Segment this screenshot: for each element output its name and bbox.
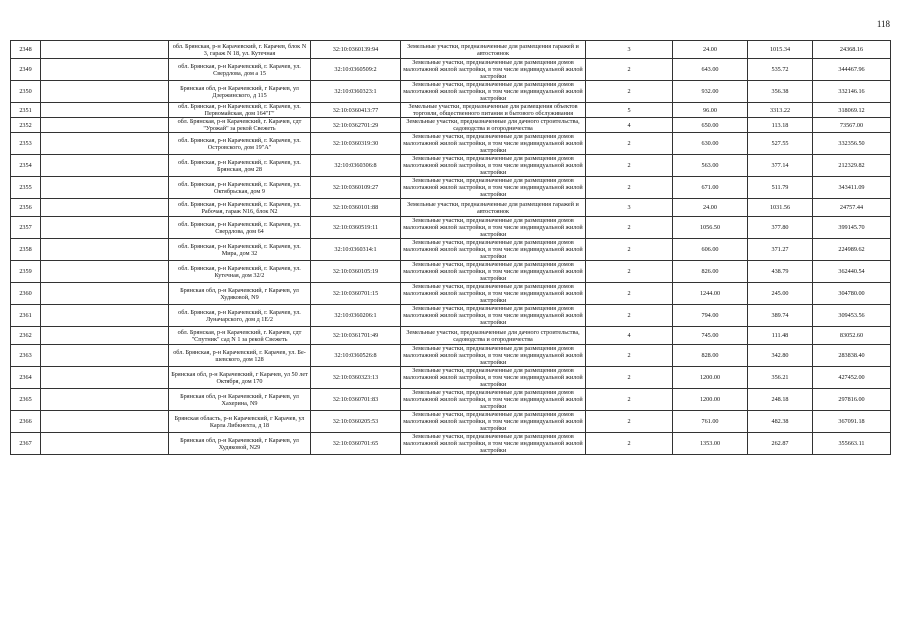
cadastral-number-cell: 32:10:0360206:1 <box>311 305 401 327</box>
area-cell: 96.00 <box>673 103 748 118</box>
land-use-cell: Земельные участки, предназначенные для размещения домов малоэтажной жилой застройки, в том числе индивидуальной жилой застройки <box>401 81 586 103</box>
row-number-cell: 2353 <box>11 133 41 155</box>
rate-cell: 262.87 <box>748 433 813 455</box>
category-cell: 2 <box>586 345 673 367</box>
address-cell: обл. Брянская, р-н Карачевский, г. Карачев, сдт "Урожай" за рекой Свежеть <box>169 118 311 133</box>
address-cell: обл. Брянская, р-н Карачевский, г. Карачев, ул. Свердлова, дом а 15 <box>169 59 311 81</box>
rate-cell: 527.55 <box>748 133 813 155</box>
cadastral-value-cell: 399145.70 <box>813 217 891 239</box>
cadastral-value-cell: 427452.00 <box>813 367 891 389</box>
table-row <box>11 177 891 199</box>
cadastral-number-cell: 32:10:0360314:1 <box>311 239 401 261</box>
area-cell: 563.00 <box>673 155 748 177</box>
blank-cell <box>41 345 169 367</box>
category-cell: 2 <box>586 155 673 177</box>
land-use-cell: Земельные участки, предназначенные для размещения объектов торговли, общественного питания и бытового обслуживания <box>401 103 586 118</box>
row-number-cell: 2350 <box>11 81 41 103</box>
row-number-cell: 2352 <box>11 118 41 133</box>
address-cell: Брянская обл, р-н Карачевский, г Карачев, ул 50 лет Октября, дом 170 <box>169 367 311 389</box>
row-number-cell: 2360 <box>11 283 41 305</box>
row-number-cell: 2358 <box>11 239 41 261</box>
area-cell: 826.00 <box>673 261 748 283</box>
rate-cell: 482.38 <box>748 411 813 433</box>
blank-cell <box>41 239 169 261</box>
cadastral-value-cell: 212329.82 <box>813 155 891 177</box>
row-number-cell: 2354 <box>11 155 41 177</box>
table-row <box>11 433 891 455</box>
blank-cell <box>41 327 169 345</box>
table-row <box>11 367 891 389</box>
cadastral-value-cell: 318069.12 <box>813 103 891 118</box>
cadastral-value-cell: 332146.16 <box>813 81 891 103</box>
row-number-cell: 2349 <box>11 59 41 81</box>
category-cell: 2 <box>586 177 673 199</box>
address-cell: Брянская обл, р-н Карачевский, г Карачев, ул Худяковой, N29 <box>169 433 311 455</box>
land-use-cell: Земельные участки, предназначенные для размещения домов малоэтажной жилой застройки, в том числе индивидуальной жилой застройки <box>401 305 586 327</box>
area-cell: 606.00 <box>673 239 748 261</box>
land-use-cell: Земельные участки, предназначенные для размещения домов малоэтажной жилой застройки, в том числе индивидуальной жилой застройки <box>401 411 586 433</box>
area-cell: 24.00 <box>673 199 748 217</box>
address-cell: обл. Брянская, р-н Карачевский, г. Карачев, ул. Луначарского, дом д 1Е/2 <box>169 305 311 327</box>
cadastral-number-cell: 32:10:0360701:65 <box>311 433 401 455</box>
land-use-cell: Земельные участки, предназначенные для размещения домов малоэтажной жилой застройки, в том числе индивидуальной жилой застройки <box>401 433 586 455</box>
blank-cell <box>41 411 169 433</box>
category-cell: 2 <box>586 367 673 389</box>
row-number-cell: 2364 <box>11 367 41 389</box>
page-number: 118 <box>876 19 890 29</box>
blank-cell <box>41 103 169 118</box>
category-cell: 2 <box>586 389 673 411</box>
area-cell: 24.00 <box>673 41 748 59</box>
area-cell: 643.00 <box>673 59 748 81</box>
blank-cell <box>41 59 169 81</box>
blank-cell <box>41 133 169 155</box>
cadastral-value-cell: 344467.96 <box>813 59 891 81</box>
area-cell: 794.00 <box>673 305 748 327</box>
rate-cell: 377.14 <box>748 155 813 177</box>
cadastral-number-cell: 32:10:0361701:49 <box>311 327 401 345</box>
rate-cell: 371.27 <box>748 239 813 261</box>
land-use-cell: Земельные участки, предназначенные для размещения домов малоэтажной жилой застройки, в том числе индивидуальной жилой застройки <box>401 261 586 283</box>
land-use-cell: Земельные участки, предназначенные для размещения гаражей и автостоянок <box>401 199 586 217</box>
category-cell: 2 <box>586 305 673 327</box>
cadastral-number-cell: 32:10:0360109:27 <box>311 177 401 199</box>
land-use-cell: Земельные участки, предназначенные для дачного строительства, садоводства и огородничества <box>401 327 586 345</box>
address-cell: обл. Брянская, р-н Карачевский, г. Карачев, ул. Островского, дом 19"А" <box>169 133 311 155</box>
category-cell: 3 <box>586 41 673 59</box>
land-use-cell: Земельные участки, предназначенные для размещения домов малоэтажной жилой застройки, в том числе индивидуальной жилой застройки <box>401 59 586 81</box>
blank-cell <box>41 367 169 389</box>
table-row <box>11 118 891 133</box>
row-number-cell: 2367 <box>11 433 41 455</box>
rate-cell: 342.80 <box>748 345 813 367</box>
cadastral-value-cell: 297816.00 <box>813 389 891 411</box>
area-cell: 1244.00 <box>673 283 748 305</box>
area-cell: 1200.00 <box>673 367 748 389</box>
category-cell: 2 <box>586 81 673 103</box>
table-row <box>11 133 891 155</box>
cadastral-value-cell: 355663.11 <box>813 433 891 455</box>
land-use-cell: Земельные участки, предназначенные для размещения домов малоэтажной жилой застройки, в том числе индивидуальной жилой застройки <box>401 217 586 239</box>
area-cell: 932.00 <box>673 81 748 103</box>
category-cell: 4 <box>586 118 673 133</box>
cadastral-value-cell: 309453.56 <box>813 305 891 327</box>
address-cell: обл. Брянская, р-н Карачевский, г. Карачев, ул. Брянская, дом 28 <box>169 155 311 177</box>
land-use-cell: Земельные участки, предназначенные для размещения домов малоэтажной жилой застройки, в том числе индивидуальной жилой застройки <box>401 389 586 411</box>
row-number-cell: 2361 <box>11 305 41 327</box>
cadastral-number-cell: 32:10:0360205:53 <box>311 411 401 433</box>
category-cell: 2 <box>586 59 673 81</box>
table-row <box>11 389 891 411</box>
table-row <box>11 155 891 177</box>
cadastral-number-cell: 32:10:0360101:88 <box>311 199 401 217</box>
row-number-cell: 2355 <box>11 177 41 199</box>
address-cell: обл. Брянская, р-н Карачевский, г. Карачев, блок N 3, гараж N 18, ул. Кутечная <box>169 41 311 59</box>
category-cell: 3 <box>586 199 673 217</box>
address-cell: обл. Брянская, р-н Карачевский, г. Карачев, ул. Бе-шевского, дом 128 <box>169 345 311 367</box>
row-number-cell: 2365 <box>11 389 41 411</box>
table-row <box>11 59 891 81</box>
cadastral-value-cell: 224989.62 <box>813 239 891 261</box>
land-use-cell: Земельные участки, предназначенные для размещения домов малоэтажной жилой застройки, в том числе индивидуальной жилой застройки <box>401 345 586 367</box>
row-number-cell: 2363 <box>11 345 41 367</box>
cadastral-number-cell: 32:10:0362701:29 <box>311 118 401 133</box>
address-cell: обл. Брянская, р-н Карачевский, г. Карачев, сдт "Спутник" сад N 1 за рекой Свежеть <box>169 327 311 345</box>
blank-cell <box>41 217 169 239</box>
area-cell: 761.00 <box>673 411 748 433</box>
table-row <box>11 217 891 239</box>
address-cell: обл. Брянская, р-н Карачевский, г. Карачев, ул. Октябрьская, дом 9 <box>169 177 311 199</box>
blank-cell <box>41 177 169 199</box>
cadastral-value-cell: 283838.40 <box>813 345 891 367</box>
cadastral-value-cell: 24757.44 <box>813 199 891 217</box>
address-cell: Брянская обл, р-н Карачевский, г Карачев, ул Хахерина, N9 <box>169 389 311 411</box>
row-number-cell: 2366 <box>11 411 41 433</box>
rate-cell: 1015.34 <box>748 41 813 59</box>
rate-cell: 111.48 <box>748 327 813 345</box>
table-row <box>11 327 891 345</box>
land-use-cell: Земельные участки, предназначенные для размещения домов малоэтажной жилой застройки, в том числе индивидуальной жилой застройки <box>401 283 586 305</box>
area-cell: 671.00 <box>673 177 748 199</box>
category-cell: 5 <box>586 103 673 118</box>
blank-cell <box>41 389 169 411</box>
rate-cell: 511.79 <box>748 177 813 199</box>
cadastral-value-cell: 83052.60 <box>813 327 891 345</box>
land-use-cell: Земельные участки, предназначенные для размещения домов малоэтажной жилой застройки, в том числе индивидуальной жилой застройки <box>401 133 586 155</box>
table-row <box>11 345 891 367</box>
cadastral-number-cell: 32:10:0360413:77 <box>311 103 401 118</box>
cadastral-value-cell: 367091.18 <box>813 411 891 433</box>
address-cell: обл. Брянская, р-н Карачевский, г. Карачев, ул. Свердлова, дом 64 <box>169 217 311 239</box>
row-number-cell: 2359 <box>11 261 41 283</box>
cadastral-number-cell: 32:10:0360509:2 <box>311 59 401 81</box>
cadastral-number-cell: 32:10:0360323:13 <box>311 367 401 389</box>
area-cell: 1200.00 <box>673 389 748 411</box>
cadastral-number-cell: 32:10:0360139:94 <box>311 41 401 59</box>
table-row <box>11 305 891 327</box>
blank-cell <box>41 283 169 305</box>
rate-cell: 3313.22 <box>748 103 813 118</box>
address-cell: Брянская область, р-н Карачевский, г Карачев, ул Карла Либкнехта, д 18 <box>169 411 311 433</box>
rate-cell: 113.18 <box>748 118 813 133</box>
cadastral-value-cell: 332356.50 <box>813 133 891 155</box>
category-cell: 2 <box>586 239 673 261</box>
rate-cell: 535.72 <box>748 59 813 81</box>
category-cell: 2 <box>586 433 673 455</box>
area-cell: 1056.50 <box>673 217 748 239</box>
row-number-cell: 2356 <box>11 199 41 217</box>
table-row <box>11 199 891 217</box>
category-cell: 2 <box>586 283 673 305</box>
blank-cell <box>41 261 169 283</box>
land-use-cell: Земельные участки, предназначенные для дачного строительства, садоводства и огородничества <box>401 118 586 133</box>
cadastral-value-cell: 304780.00 <box>813 283 891 305</box>
row-number-cell: 2357 <box>11 217 41 239</box>
land-use-cell: Земельные участки, предназначенные для размещения домов малоэтажной жилой застройки, в том числе индивидуальной жилой застройки <box>401 155 586 177</box>
area-cell: 650.00 <box>673 118 748 133</box>
cadastral-value-cell: 24368.16 <box>813 41 891 59</box>
rate-cell: 356.38 <box>748 81 813 103</box>
rate-cell: 389.74 <box>748 305 813 327</box>
rate-cell: 438.79 <box>748 261 813 283</box>
table-row <box>11 81 891 103</box>
land-use-cell: Земельные участки, предназначенные для размещения домов малоэтажной жилой застройки, в том числе индивидуальной жилой застройки <box>401 239 586 261</box>
rate-cell: 245.00 <box>748 283 813 305</box>
address-cell: обл. Брянская, р-н Карачевский, г. Карачев, ул. Первомайская, дом 164"Г" <box>169 103 311 118</box>
blank-cell <box>41 81 169 103</box>
category-cell: 2 <box>586 217 673 239</box>
table-row <box>11 103 891 118</box>
cadastral-number-cell: 32:10:0360319:30 <box>311 133 401 155</box>
cadastral-value-cell: 73567.00 <box>813 118 891 133</box>
cadastral-number-cell: 32:10:0360323:1 <box>311 81 401 103</box>
rate-cell: 356.21 <box>748 367 813 389</box>
blank-cell <box>41 433 169 455</box>
cadastral-number-cell: 32:10:0360701:83 <box>311 389 401 411</box>
row-number-cell: 2362 <box>11 327 41 345</box>
category-cell: 2 <box>586 411 673 433</box>
category-cell: 4 <box>586 327 673 345</box>
cadastral-number-cell: 32:10:0360105:19 <box>311 261 401 283</box>
row-number-cell: 2348 <box>11 41 41 59</box>
rate-cell: 1031.56 <box>748 199 813 217</box>
address-cell: обл. Брянская, р-н Карачевский, г. Карачев, ул. Кутечная, дом 32/2 <box>169 261 311 283</box>
blank-cell <box>41 199 169 217</box>
table-row <box>11 411 891 433</box>
rate-cell: 377.80 <box>748 217 813 239</box>
table-row <box>11 239 891 261</box>
cadastral-value-cell: 362440.54 <box>813 261 891 283</box>
area-cell: 745.00 <box>673 327 748 345</box>
cadastral-number-cell: 32:10:0360701:15 <box>311 283 401 305</box>
address-cell: обл. Брянская, р-н Карачевский, г. Карачев, ул. Рабочая, гараж N16, блок N2 <box>169 199 311 217</box>
blank-cell <box>41 155 169 177</box>
row-number-cell: 2351 <box>11 103 41 118</box>
land-use-cell: Земельные участки, предназначенные для размещения домов малоэтажной жилой застройки, в том числе индивидуальной жилой застройки <box>401 177 586 199</box>
table-row <box>11 41 891 59</box>
category-cell: 2 <box>586 133 673 155</box>
address-cell: Брянская обл, р-н Карачевский, г Карачев, ул Худяковой, N9 <box>169 283 311 305</box>
area-cell: 1353.00 <box>673 433 748 455</box>
area-cell: 630.00 <box>673 133 748 155</box>
address-cell: обл. Брянская, р-н Карачевский, г. Карачев, ул. Мира, дом 32 <box>169 239 311 261</box>
land-use-cell: Земельные участки, предназначенные для размещения домов малоэтажной жилой застройки, в том числе индивидуальной жилой застройки <box>401 367 586 389</box>
land-use-cell: Земельные участки, предназначенные для размещения гаражей и автостоянок <box>401 41 586 59</box>
blank-cell <box>41 305 169 327</box>
area-cell: 828.00 <box>673 345 748 367</box>
address-cell: Брянская обл, р-н Карачевский, г Карачев, ул Дзержинского, д 115 <box>169 81 311 103</box>
cadastral-value-cell: 343411.09 <box>813 177 891 199</box>
table-row <box>11 283 891 305</box>
blank-cell <box>41 41 169 59</box>
rate-cell: 248.18 <box>748 389 813 411</box>
blank-cell <box>41 118 169 133</box>
cadastral-number-cell: 32:10:0360519:11 <box>311 217 401 239</box>
land-registry-table <box>10 40 891 455</box>
category-cell: 2 <box>586 261 673 283</box>
cadastral-number-cell: 32:10:0360306:8 <box>311 155 401 177</box>
cadastral-number-cell: 32:10:0360526:8 <box>311 345 401 367</box>
table-row <box>11 261 891 283</box>
